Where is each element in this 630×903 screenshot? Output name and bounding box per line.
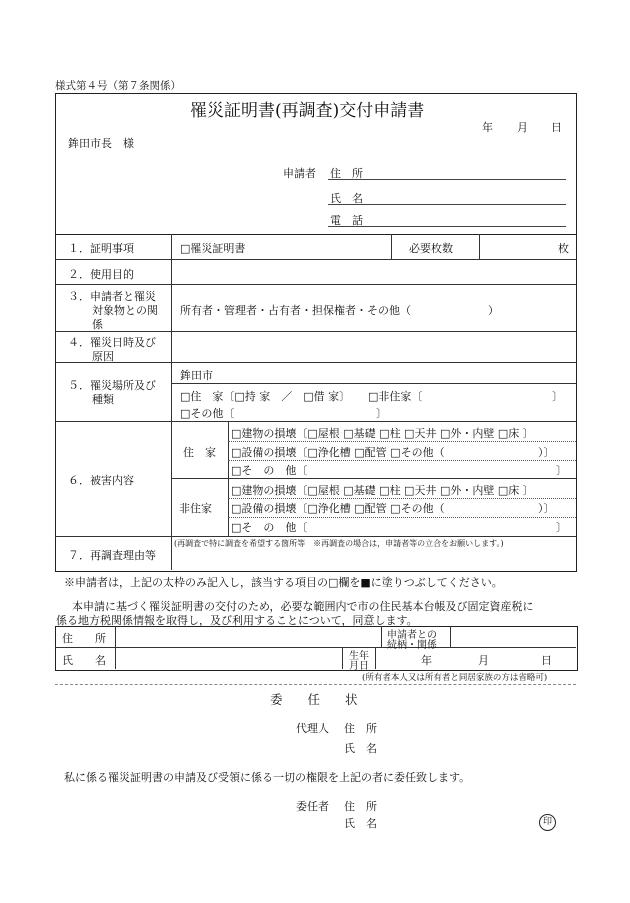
row3-value[interactable]: 所有者・管理者・占有者・担保権者・その他（ ） [180,304,499,317]
row1-value[interactable]: □罹災証明書 [180,242,246,255]
delegator-label: 委任者 [296,800,329,813]
jyuka-building-damage[interactable]: □建物の損壊〔□屋根 □基礎 □柱 □天井 □外・内壁 □床 〕 [231,427,534,440]
consent-note: (所有者本人又は所有者と同居家族の方は省略可) [362,673,548,683]
jyuka-sep-2 [228,460,576,461]
consent-text-2: 係る地方税関係情報を取得し，及び利用することについて，同意します。 [56,614,418,627]
consent-relation-1: 申請者との [387,630,437,641]
row6-hijyuka: 非住家 [179,502,212,515]
agent-name-label: 氏 名 [344,742,377,755]
consent-table-mid [55,647,576,648]
row6-bottom [55,536,576,537]
row5-label-1: ５．罹災場所及び [68,379,156,392]
hijyuka-other-end: 〕 [556,521,567,534]
date-day: 日 [551,121,562,134]
row5-city: 鉾田市 [180,369,213,382]
jyuka-sep-1 [228,441,576,442]
row5-city-line [171,383,576,384]
hijyuka-building-damage[interactable]: □建物の損壊〔□屋根 □基礎 □柱 □天井 □外・内壁 □床 〕 [231,484,534,497]
consent-table [55,626,578,671]
hijyuka-equipment-damage[interactable]: □設備の損壊〔□浄化槽 □配管 □その他（ [231,502,445,515]
jyuka-equipment-end: ）〕 [538,446,555,459]
hijyuka-sep-2 [228,517,576,518]
row6-label: ６．被害内容 [68,474,134,487]
delegator-address-label: 住 所 [344,800,377,813]
applicant-phone-line[interactable] [328,226,566,227]
hijyuka-equipment-end: ）〕 [538,502,555,515]
row2-label: ２．使用目的 [68,268,134,281]
row3-label-2: 対象物との関 [92,304,158,317]
seal-mark: 印 [539,814,556,831]
row5-other-end: 〕 [376,407,387,420]
row1-divider-a [391,234,392,259]
form-id: 様式第４号（第７条関係） [55,80,181,92]
row5-nonhouse[interactable]: □非住家〔 [368,390,423,403]
row1-copies-unit: 枚 [558,242,569,255]
applicant-address-label: 住 所 [330,167,363,180]
date-year: 年 [482,121,493,134]
date-month: 月 [517,121,528,134]
agent-address-label: 住 所 [344,722,377,735]
row7-label: ７．再調査理由等 [68,549,156,562]
applicant-address-line[interactable] [328,179,566,180]
row1-divider-b [479,234,480,259]
fill-instruction: ※申請者は，上記の太枠のみ記入し，該当する項目の□欄を■に塗りつぶしてください。 [64,576,503,589]
delegator-name-label: 氏 名 [344,817,377,830]
row1-bottom [55,259,576,260]
hijyuka-sep-1 [228,498,576,499]
row5-other[interactable]: □その他〔 [180,407,235,420]
row6-jyuka: 住 家 [183,446,216,459]
cut-line [55,684,576,685]
jyuka-other[interactable]: □そ の 他〔 [231,464,308,477]
consent-address-label: 住 所 [62,632,106,645]
consent-month: 月 [478,654,489,667]
consent-col-4 [342,647,343,669]
row3-label-1: ３．申請者と罹災 [68,290,156,303]
consent-birth-1: 生年 [349,651,369,662]
consent-col-5 [375,647,376,669]
consent-relation-2: 続柄・関係 [387,640,437,651]
consent-day: 日 [541,654,552,667]
consent-text-1: 本申請に基づく罹災証明書の交付のため，必要な範囲内で市の住民基本台帳及び固定資産税に [72,600,534,613]
form-title: 罹災証明書(再調査)交付申請書 [190,101,425,121]
jyuka-equipment-damage[interactable]: □設備の損壊〔□浄化槽 □配管 □その他（ [231,446,445,459]
agent-label: 代理人 [296,722,329,735]
row2-bottom [55,284,576,285]
row1-label: １．証明事項 [68,242,134,255]
consent-col-2 [381,626,382,647]
jyuka-other-end: 〕 [556,464,567,477]
consent-col-1 [115,626,116,669]
delegation-text: 私に係る罹災証明書の申請及び受領に係る一切の権限を上記の者に委任致します。 [64,771,471,784]
applicant-name-line[interactable] [328,204,566,205]
row1-copies-label: 必要枚数 [409,242,453,255]
row6-mid-line [171,478,576,479]
row5-bottom [55,421,576,422]
row5-label-2: 種類 [92,393,114,406]
applicant-phone-label: 電 話 [330,214,363,227]
row4-label-1: ４．罹災日時及び [68,336,156,349]
consent-birth-2: 月日 [349,661,369,672]
hijyuka-other[interactable]: □そ の 他〔 [231,521,308,534]
applicant-label: 申請者 [283,167,316,180]
row4-label-2: 原因 [92,350,114,363]
row4-bottom [55,362,576,363]
consent-name-label: 氏 名 [62,654,106,667]
row5-nonhouse-end: 〕 [552,390,563,403]
row3-label-3: 係 [92,318,103,331]
applicant-name-label: 氏 名 [330,192,363,205]
table-top-line [55,234,576,235]
delegation-title: 委 任 状 [270,692,358,707]
row7-note: (再調査で特に調査を希望する箇所等 ※再調査の場合は，申請者等の立合をお願いします。) [174,539,504,548]
addressee: 鉾田市長 様 [68,137,134,150]
consent-col-3 [450,626,451,647]
row3-bottom [55,331,576,332]
consent-year: 年 [421,654,432,667]
row5-house[interactable]: □住 家〔□持 家 ／ □借 家〕 [180,390,351,403]
